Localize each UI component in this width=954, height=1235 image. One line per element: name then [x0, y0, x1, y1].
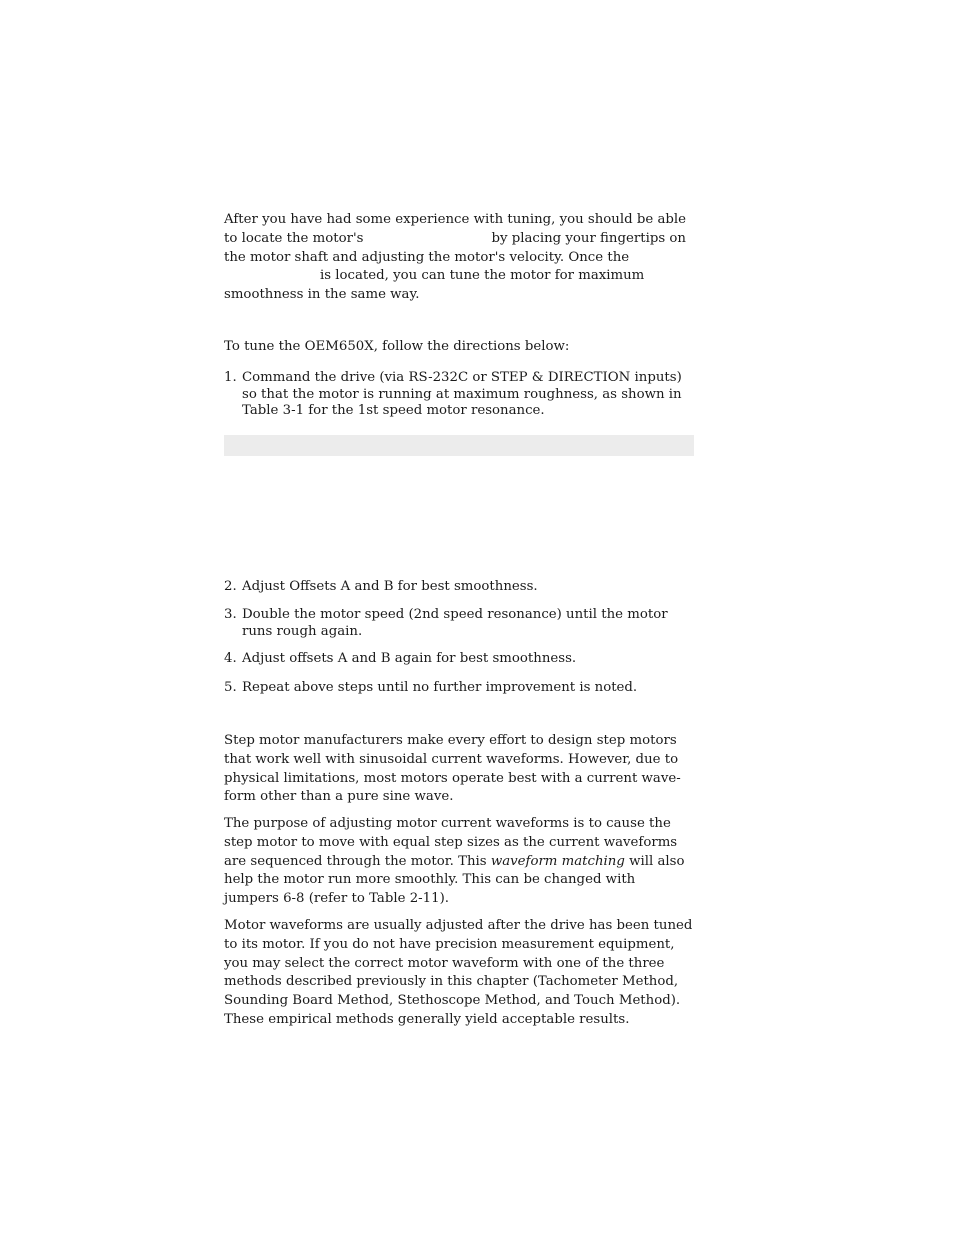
text-line: step motor to move with equal step sizes as the current waveforms — [224, 834, 678, 850]
intro-paragraph — [224, 211, 686, 305]
step-text: Adjust Offsets A and B for best smoothness. — [242, 579, 538, 594]
text-line: methods described previously in this chapter (Tachometer Method, — [224, 974, 679, 990]
text-fragment: by placing your fingertips on — [491, 230, 686, 246]
text-line: smoothness in the same way. — [224, 287, 420, 303]
text-line: jumpers 6-8 (refer to Table 2-11). — [224, 891, 449, 907]
text-line: Step motor manufacturers make every effort to design step motors — [224, 733, 677, 748]
text-line: The purpose of adjusting motor current waveforms is to cause the — [224, 816, 671, 831]
paragraph-2 — [224, 815, 684, 909]
text-fragment: is located, you can tune the motor for maximum — [320, 268, 645, 284]
paragraph-3 — [224, 917, 692, 1030]
step-3 — [224, 607, 668, 640]
paragraph-1 — [224, 732, 681, 807]
text-line: that work well with sinusoidal current waveforms. However, due to — [224, 751, 679, 767]
step-number: 3. — [224, 607, 237, 622]
table-header-band — [224, 435, 694, 456]
step-text: Command the drive (via RS-232C or STEP & DIRECTION inputs) — [242, 370, 682, 385]
text-line: the motor shaft and adjusting the motor's velocity. Once the — [224, 249, 630, 265]
step-2 — [224, 579, 538, 596]
step-number: 4. — [224, 651, 237, 666]
text-line: These empirical methods generally yield acceptable results. — [224, 1011, 630, 1027]
step-1 — [224, 370, 682, 420]
step-text: so that the motor is running at maximum roughness, as shown in — [242, 386, 682, 402]
step-text: Adjust offsets A and B again for best smoothness. — [242, 651, 577, 666]
text-line: physical limitations, most motors operate best with a current wave- — [224, 770, 681, 786]
text-line: to its motor. If you do not have precision measurement equipment, — [224, 936, 675, 952]
step-text: runs rough again. — [242, 623, 363, 639]
step-4 — [224, 651, 576, 668]
text-line: After you have had some experience with tuning, you should be able — [224, 212, 687, 227]
text-line: help the motor run more smoothly. This can be changed with — [224, 872, 636, 888]
step-text: Double the motor speed (2nd speed resonance) until the motor — [242, 607, 668, 622]
text-fragment: will also — [624, 853, 685, 869]
text-line: you may select the correct motor waveform with one of the three — [224, 955, 665, 971]
text-line: Sounding Board Method, Stethoscope Method, and Touch Method). — [224, 993, 681, 1009]
step-5 — [224, 680, 637, 697]
emphasis-text: waveform matching — [490, 853, 625, 869]
text-line: form other than a pure sine wave. — [224, 789, 454, 805]
step-number: 5. — [224, 680, 237, 695]
step-number: 2. — [224, 579, 237, 594]
step-number: 1. — [224, 370, 237, 385]
step-text: Table 3-1 for the 1st speed motor resonance. — [242, 403, 545, 418]
text-fragment: are sequenced through the motor. This — [224, 853, 491, 869]
lead-sentence: To tune the OEM650X, follow the directions below: — [224, 339, 570, 354]
text-line: Motor waveforms are usually adjusted after the drive has been tuned — [224, 918, 693, 933]
step-text: Repeat above steps until no further improvement is noted. — [242, 680, 638, 695]
text-fragment: to locate the motor's — [224, 230, 364, 246]
